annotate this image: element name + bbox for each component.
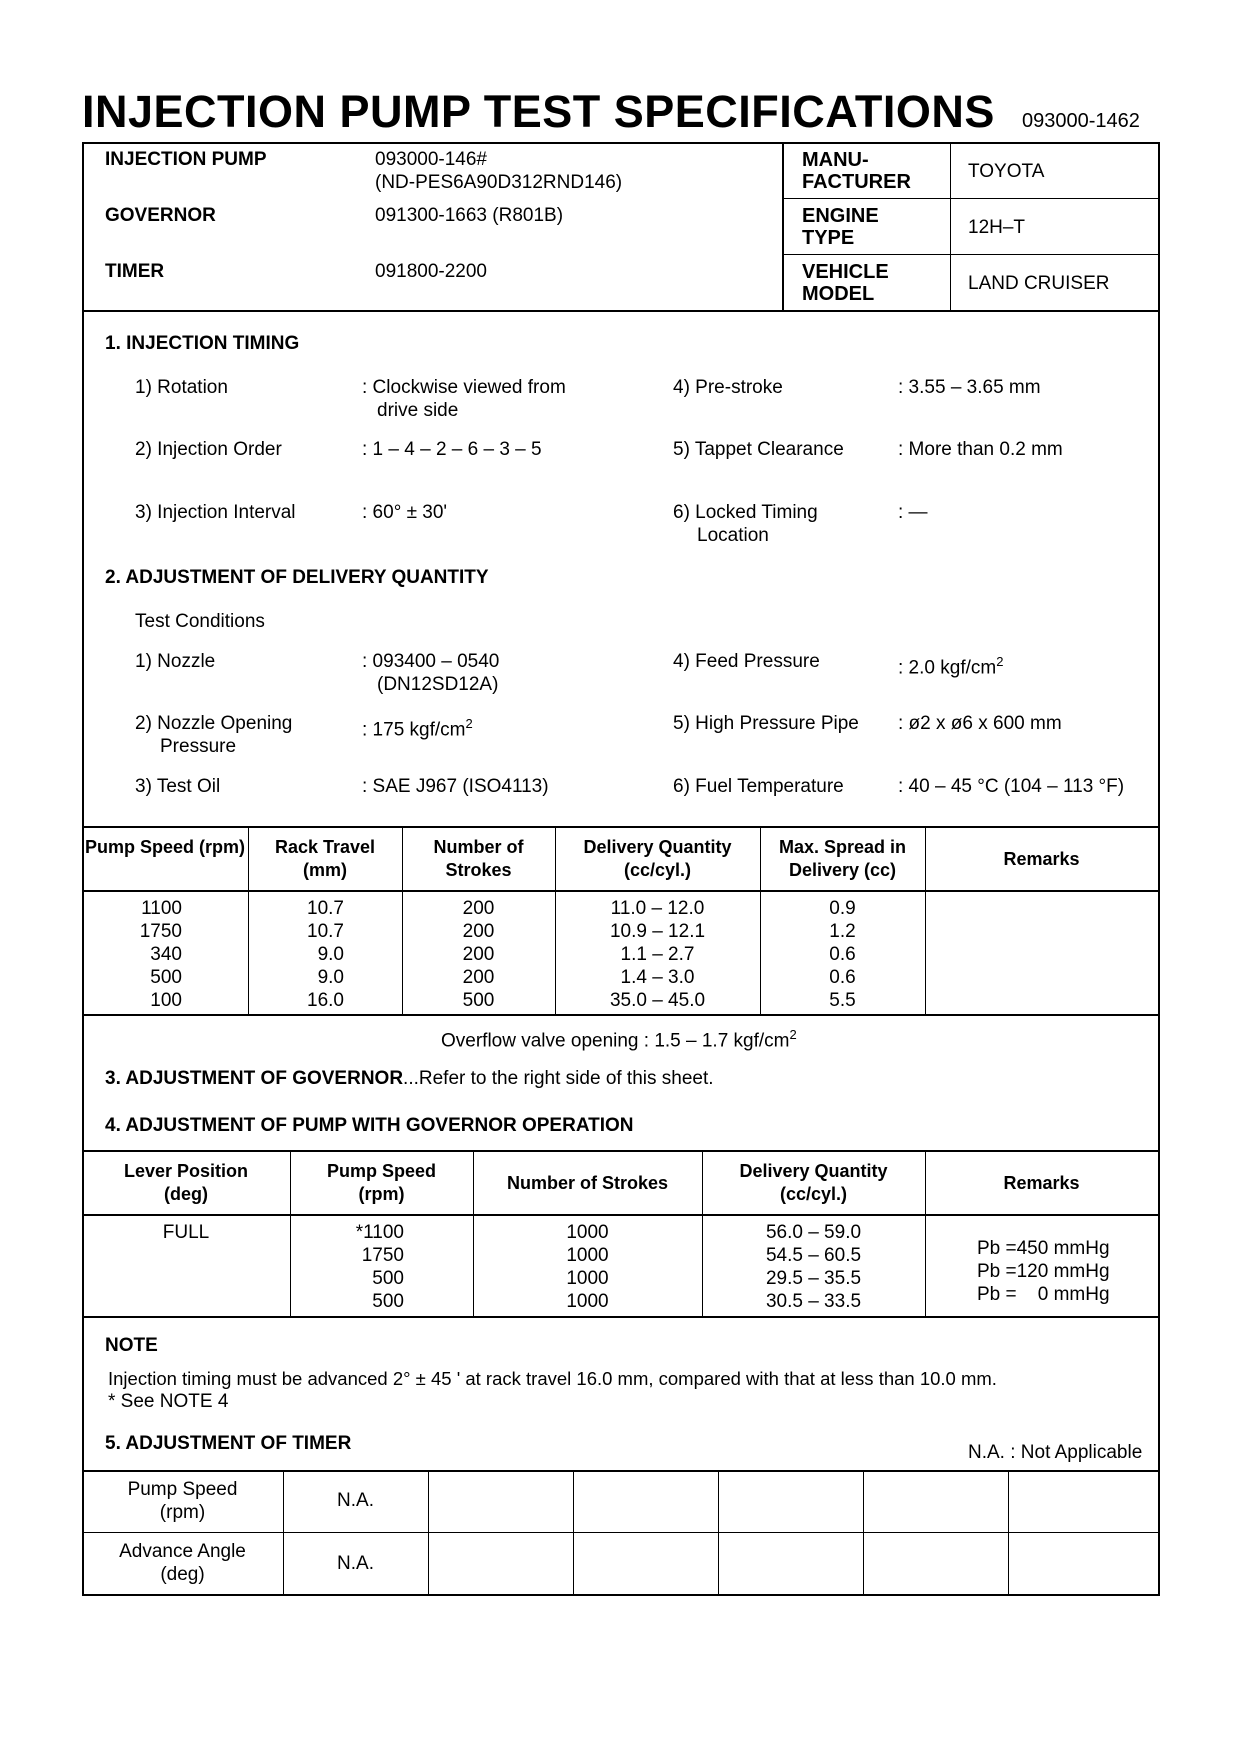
note-title: NOTE	[105, 1335, 158, 1356]
timer-row1-label-1: Pump Speed	[127, 1479, 238, 1500]
t1-strokes: 200	[462, 898, 495, 919]
t2-strokes: 1000	[566, 1268, 609, 1289]
t1-speed: 340	[150, 944, 182, 965]
pipe-label: 5) High Pressure Pipe	[673, 713, 859, 734]
t1-rack: 16.0	[307, 990, 344, 1011]
timer-value: 091800-2200	[375, 261, 487, 282]
opening-label-1: 2) Nozzle Opening	[135, 713, 293, 734]
t1-header-strokes-2: Strokes	[445, 860, 512, 880]
t1-strokes: 200	[462, 921, 495, 942]
t1-header-delivery-1: Delivery Quantity	[583, 837, 732, 857]
t2-header-remarks: Remarks	[1003, 1173, 1080, 1193]
governor-label: GOVERNOR	[105, 205, 216, 226]
table3-vline	[428, 1470, 429, 1594]
t1-rack: 10.7	[307, 921, 344, 942]
frame-left	[82, 142, 84, 1596]
table2-bottom	[82, 1316, 1160, 1318]
table3-vline	[718, 1470, 719, 1594]
na-note: N.A. : Not Applicable	[968, 1442, 1143, 1463]
prestroke-value: : 3.55 – 3.65 mm	[898, 377, 1041, 398]
oil-value: : SAE J967 (ISO4113)	[362, 776, 549, 797]
sec3-line: 3. ADJUSTMENT OF GOVERNOR...Refer to the right side of this sheet.	[105, 1068, 714, 1089]
interval-label: 3) Injection Interval	[135, 502, 296, 523]
page-title: INJECTION PUMP TEST SPECIFICATIONS	[82, 86, 995, 137]
vehicle-value: LAND CRUISER	[968, 273, 1110, 294]
timer-row2-label-2: (deg)	[160, 1564, 205, 1585]
interval-value: : 60° ± 30'	[362, 502, 448, 523]
sec4-title: 4. ADJUSTMENT OF PUMP WITH GOVERNOR OPERATION	[105, 1115, 634, 1136]
vehicle-label-2: MODEL	[802, 283, 875, 305]
frame-right	[1158, 142, 1160, 1596]
pump-value-2: (ND-PES6A90D312RND146)	[375, 172, 623, 193]
t2-header-lever-1: Lever Position	[123, 1161, 249, 1181]
t2-header-speed-1: Pump Speed	[326, 1161, 437, 1181]
opening-label-2: Pressure	[160, 736, 237, 757]
overflow-note: Overflow valve opening : 1.5 – 1.7 kgf/$cm^2$	[441, 1027, 797, 1052]
t2-speed: 500	[372, 1268, 404, 1289]
fuel-value: : 40 – 45 °C (104 – 113 °F)	[898, 776, 1125, 797]
t2-speed: 1750	[361, 1245, 404, 1266]
t2-speed: 500	[372, 1291, 404, 1312]
t1-strokes: 200	[462, 967, 495, 988]
t1-spread: 0.6	[829, 944, 856, 965]
table1-header-bottom	[82, 890, 1160, 892]
t2-header-speed-2: (rpm)	[358, 1184, 405, 1204]
frame-top	[82, 142, 1160, 144]
t2-header-delivery-1: Delivery Quantity	[739, 1161, 888, 1181]
t2-remark: Pb = 0 mmHg	[977, 1284, 1110, 1305]
t2-strokes: 1000	[566, 1245, 609, 1266]
table3-vline	[283, 1470, 284, 1594]
table3-vline	[863, 1470, 864, 1594]
t2-header-delivery-2: (cc/cyl.)	[779, 1184, 848, 1204]
header-vline-2	[950, 142, 951, 310]
table3-vline	[1008, 1470, 1009, 1594]
governor-value: 091300-1663 (R801B)	[375, 205, 564, 226]
t1-delivery: 11.0 – 12.0	[610, 898, 705, 919]
feed-label: 4) Feed Pressure	[673, 651, 820, 672]
t1-header-spread-1: Max. Spread in	[778, 837, 907, 857]
sec1-title: 1. INJECTION TIMING	[105, 333, 300, 354]
t2-lever: FULL	[162, 1222, 210, 1243]
note-line-2: * See NOTE 4	[108, 1391, 229, 1412]
t1-strokes: 200	[462, 944, 495, 965]
table3-mid	[82, 1532, 1160, 1533]
t1-header-strokes-1: Number of	[433, 837, 524, 857]
t2-delivery: 54.5 – 60.5	[765, 1245, 862, 1266]
document-number: 093000-1462	[1022, 110, 1140, 132]
sec2-title: 2. ADJUSTMENT OF DELIVERY QUANTITY	[105, 567, 489, 588]
t1-header-remarks: Remarks	[1003, 849, 1080, 869]
t2-header-lever-2: (deg)	[164, 1184, 208, 1204]
rotation-value-2: drive side	[377, 400, 459, 421]
t1-rack: 10.7	[307, 898, 344, 919]
t1-strokes: 500	[462, 990, 495, 1011]
t1-rack: 9.0	[317, 967, 344, 988]
header-vline-1	[782, 142, 784, 310]
order-value: : 1 – 4 – 2 – 6 – 3 – 5	[362, 439, 542, 460]
t1-spread: 5.5	[829, 990, 856, 1011]
tappet-label: 5) Tappet Clearance	[673, 439, 844, 460]
table3-top	[82, 1470, 1160, 1472]
t2-remark: Pb =120 mmHg	[977, 1261, 1110, 1282]
t2-strokes: 1000	[566, 1291, 609, 1312]
timer-row1-label-2: (rpm)	[159, 1502, 206, 1523]
table2-header-bottom	[82, 1214, 1160, 1216]
t1-delivery: 10.9 – 12.1	[609, 921, 706, 942]
manufacturer-value: TOYOTA	[968, 161, 1045, 182]
t1-header-rack-2: (mm)	[303, 860, 347, 880]
header-hline-1	[782, 198, 1160, 199]
header-hline-2	[782, 254, 1160, 255]
pump-label: INJECTION PUMP	[105, 149, 267, 170]
nozzle-value-1: : 093400 – 0540	[362, 651, 500, 672]
frame-bottom	[82, 1594, 1160, 1596]
timer-row1-value: N.A.	[337, 1490, 374, 1511]
t2-delivery: 29.5 – 35.5	[765, 1268, 862, 1289]
order-label: 2) Injection Order	[135, 439, 282, 460]
pipe-value: : ø2 x ø6 x 600 mm	[898, 713, 1062, 734]
t1-rack: 9.0	[317, 944, 344, 965]
manufacturer-label-2: FACTURER	[802, 171, 911, 193]
t1-header-spread-2: Delivery (cc)	[788, 860, 897, 880]
test-conditions: Test Conditions	[135, 611, 265, 632]
table2-top	[82, 1150, 1160, 1152]
prestroke-label: 4) Pre-stroke	[673, 377, 783, 398]
pump-value-1: 093000-146#	[375, 149, 487, 170]
t1-header-speed: Pump Speed (rpm)	[84, 837, 245, 857]
sec5-title: 5. ADJUSTMENT OF TIMER	[105, 1433, 352, 1454]
tappet-value: : More than 0.2 mm	[898, 439, 1063, 460]
table3-vline	[573, 1470, 574, 1594]
oil-label: 3) Test Oil	[135, 776, 221, 797]
t1-spread: 0.9	[829, 898, 856, 919]
t1-speed: 100	[150, 990, 182, 1011]
t1-speed: 500	[150, 967, 182, 988]
nozzle-value-2: (DN12SD12A)	[377, 674, 499, 695]
timer-label: TIMER	[105, 261, 165, 282]
manufacturer-label-1: MANU-	[802, 149, 869, 171]
engine-value: 12H–T	[968, 217, 1026, 238]
vehicle-label-1: VEHICLE	[802, 261, 889, 283]
t1-delivery: 35.0 – 45.0	[609, 990, 706, 1011]
note-line-1: Injection timing must be advanced 2° ± 45 ' at rack travel 16.0 mm, compared with that at less than 10.0 mm.	[108, 1368, 997, 1389]
t1-speed: 1750	[139, 921, 182, 942]
locked-value: : —	[898, 502, 928, 523]
t1-speed: 1100	[141, 898, 182, 919]
nozzle-label: 1) Nozzle	[135, 651, 216, 672]
t2-strokes: 1000	[566, 1222, 609, 1243]
table1-top	[82, 826, 1160, 828]
t2-delivery: 56.0 – 59.0	[765, 1222, 862, 1243]
fuel-label: 6) Fuel Temperature	[673, 776, 844, 797]
t1-delivery: 1.1 – 2.7	[620, 944, 695, 965]
locked-label-2: Location	[697, 525, 769, 546]
t2-remark: Pb =450 mmHg	[977, 1238, 1110, 1259]
t2-speed: *1100	[355, 1222, 404, 1243]
t2-delivery: 30.5 – 33.5	[765, 1291, 862, 1312]
engine-label-1: ENGINE	[802, 205, 879, 227]
t1-header-delivery-2: (cc/cyl.)	[623, 860, 692, 880]
t2-header-strokes: Number of Strokes	[506, 1173, 669, 1193]
table1-bottom	[82, 1014, 1160, 1016]
timer-row2-value: N.A.	[337, 1553, 374, 1574]
t1-header-rack-1: Rack Travel	[274, 837, 376, 857]
feed-value: : 2.0 kgf/$cm^2$	[898, 654, 1004, 679]
t1-delivery: 1.4 – 3.0	[620, 967, 695, 988]
t1-spread: 1.2	[829, 921, 856, 942]
rotation-value-1: : Clockwise viewed from	[362, 377, 566, 398]
engine-label-2: TYPE	[802, 227, 855, 249]
t1-spread: 0.6	[829, 967, 856, 988]
opening-value: : 175 kgf/$cm^2$	[362, 716, 473, 741]
timer-row2-label-1: Advance Angle	[119, 1541, 246, 1562]
rotation-label: 1) Rotation	[135, 377, 228, 398]
header-divider	[82, 310, 1160, 312]
locked-label-1: 6) Locked Timing	[673, 502, 818, 523]
